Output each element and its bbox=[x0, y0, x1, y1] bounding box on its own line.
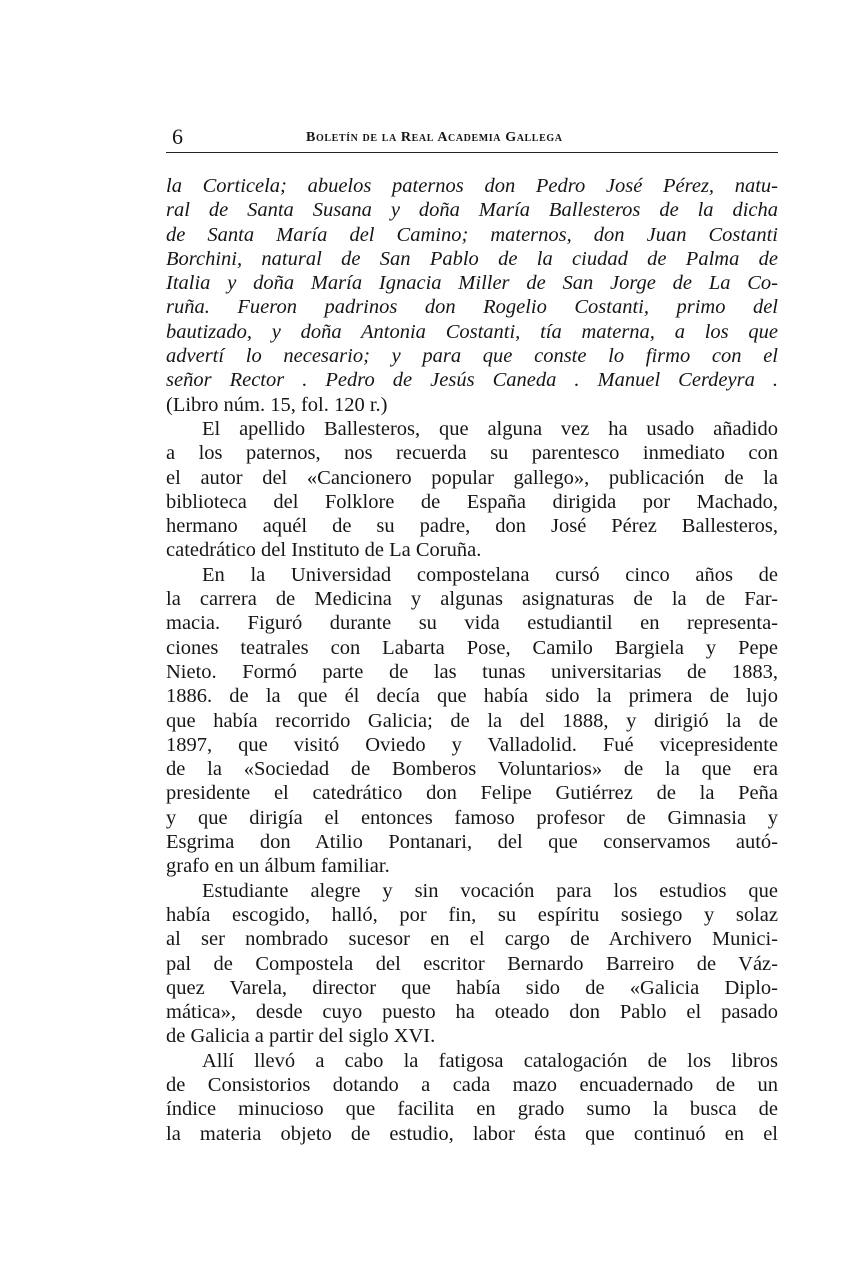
text-line: que había recorrido Galicia; de la del 1888, y dirigió la de bbox=[166, 709, 778, 732]
text-line: biblioteca del Folklore de España dirigida por Machado, bbox=[166, 490, 778, 513]
text-line: En la Universidad compostelana cursó cinco años de bbox=[202, 563, 778, 586]
text-line: ciones teatrales con Labarta Pose, Camilo Bargiela y Pepe bbox=[166, 636, 778, 659]
text-line: la carrera de Medicina y algunas asignaturas de la de Far- bbox=[166, 588, 778, 611]
text-line: pal de Compostela del escritor Bernardo Barreiro de Váz- bbox=[166, 952, 778, 975]
text-line: Allí llevó a cabo la fatigosa catalogación de los libros bbox=[202, 1049, 778, 1072]
text-line: la materia objeto de estudio, labor ésta que continuó en el bbox=[166, 1122, 778, 1145]
text-line: mática», desde cuyo puesto ha oteado don Pablo el pasado bbox=[166, 1001, 778, 1024]
text-line: 1897, que visitó Oviedo y Valladolid. Fué vicepresidente bbox=[166, 733, 778, 756]
body-text bbox=[166, 174, 778, 1146]
text-line: catedrático del Instituto de La Coruña. bbox=[166, 539, 482, 562]
text-line: presidente el catedrático don Felipe Gutiérrez de la Peña bbox=[166, 782, 778, 805]
text-line: de la «Sociedad de Bomberos Voluntarios» de la que era bbox=[166, 758, 778, 781]
text-line: ral de Santa Susana y doña María Ballesteros de la dicha bbox=[166, 199, 778, 222]
text-line: al ser nombrado sucesor en el cargo de Archivero Munici- bbox=[166, 928, 778, 951]
text-line: grafo en un álbum familiar. bbox=[166, 855, 390, 878]
text-line: quez Varela, director que había sido de «Galicia Diplo- bbox=[166, 976, 778, 999]
text-line: Borchini, natural de San Pablo de la ciudad de Palma de bbox=[166, 247, 778, 270]
text-line: Estudiante alegre y sin vocación para los estudios que bbox=[202, 879, 778, 902]
page-header bbox=[166, 124, 778, 150]
text-line: el autor del «Cancionero popular gallego», publicación de la bbox=[166, 466, 778, 489]
text-line: y que dirigía el entonces famoso profesor de Gimnasia y bbox=[166, 806, 778, 829]
text-line: de Galicia a partir del siglo XVI. bbox=[166, 1025, 436, 1048]
text-line: hermano aquél de su padre, don José Pérez Ballesteros, bbox=[166, 515, 778, 538]
text-line: macia. Figuró durante su vida estudiantil en representa- bbox=[166, 612, 778, 635]
text-line: a los paternos, nos recuerda su parentesco inmediato con bbox=[166, 442, 778, 465]
text-line: Nieto. Formó parte de las tunas universitarias de 1883, bbox=[166, 660, 778, 683]
text-line: índice minucioso que facilita en grado sumo la busca de bbox=[166, 1098, 778, 1121]
text-line: ruña. Fueron padrinos don Rogelio Costanti, primo del bbox=[166, 296, 778, 319]
text-line: El apellido Ballesteros, que alguna vez ha usado añadido bbox=[202, 417, 778, 440]
text-line: Esgrima don Atilio Pontanari, del que conservamos autó- bbox=[166, 831, 778, 854]
text-line: de Consistorios dotando a cada mazo encuadernado de un bbox=[166, 1073, 778, 1096]
page-number: 6 bbox=[172, 124, 183, 149]
text-line: advertí lo necesario; y para que conste lo firmo con el bbox=[166, 345, 778, 368]
text-line: Italia y doña María Ignacia Miller de San Jorge de La Co- bbox=[166, 272, 778, 295]
text-line: señor Rector . Pedro de Jesús Caneda . Manuel Cerdeyra . bbox=[166, 369, 778, 392]
running-head: Boletín de la Real Academia Gallega bbox=[306, 130, 563, 145]
text-line: bautizado, y doña Antonia Costanti, tía materna, a los que bbox=[166, 320, 778, 343]
text-line: (Libro núm. 15, fol. 120 r.) bbox=[166, 393, 388, 416]
text-line: la Corticela; abuelos paternos don Pedro José Pérez, natu- bbox=[166, 175, 778, 197]
text-line: de Santa María del Camino; maternos, don Juan Costanti bbox=[166, 223, 778, 246]
text-line: 1886. de la que él decía que había sido la primera de lujo bbox=[166, 685, 778, 708]
header-rule bbox=[166, 152, 778, 153]
text-line: había escogido, halló, por fin, su espíritu sosiego y solaz bbox=[166, 903, 778, 926]
